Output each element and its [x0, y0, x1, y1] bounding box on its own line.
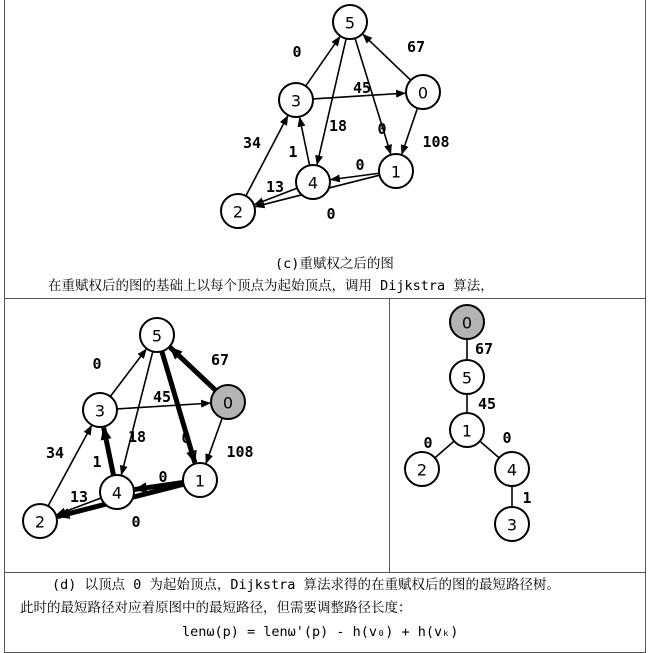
edge-c-4-3 [300, 118, 310, 166]
weight-c-5-4: 18 [328, 117, 348, 135]
tree-node-4-label: 4 [506, 460, 518, 480]
tree-weight-4-3: 1 [522, 489, 532, 507]
edge-d-0-5 [170, 347, 216, 390]
weight-c-1-4: 0 [355, 156, 365, 174]
tree-weight-1-4: 0 [502, 429, 512, 447]
tree-edge-1-2 [435, 441, 454, 458]
weight-d-1-4: 0 [158, 468, 168, 486]
weight-d-0-1: 108 [226, 443, 254, 461]
node-c-2-label: 2 [232, 202, 244, 222]
edge-c-5-4 [317, 39, 346, 165]
tree-weight-1-2: 0 [423, 434, 433, 452]
weight-c-3-0: 45 [352, 79, 372, 97]
weight-c-4-3: 1 [288, 143, 298, 161]
tree-node-2-label: 2 [416, 460, 428, 480]
weight-d-4-3: 1 [92, 453, 102, 471]
tree-node-5-label: 5 [461, 368, 473, 388]
node-c-1-label: 1 [390, 162, 402, 182]
weight-c-0-5: 67 [406, 38, 426, 56]
weight-d-4-2: 13 [69, 488, 89, 506]
weight-c-4-2: 13 [265, 178, 285, 196]
tree-weight-5-1: 45 [477, 395, 497, 413]
node-d-2-label: 2 [34, 512, 46, 532]
tree-edge-1-4 [480, 441, 499, 458]
weight-d-3-5: 0 [92, 355, 102, 373]
caption-d-line2: 此时的最短路径对应着原图中的最短路径，但需要调整路径长度： [20, 600, 412, 616]
node-d-5-label: 5 [151, 326, 163, 346]
node-d-0-label: 0 [222, 393, 234, 413]
edge-c-0-1 [402, 108, 418, 154]
weight-c-2-3: 34 [242, 134, 262, 152]
caption-c-title: (c)重赋权之后的图 [275, 256, 394, 272]
weight-d-0-5: 67 [210, 351, 230, 369]
weight-d-3-0: 45 [152, 388, 172, 406]
weight-c-1-2: 0 [326, 205, 336, 223]
edge-d-0-1 [206, 418, 222, 463]
edge-d-3-5 [110, 349, 146, 396]
weight-d-1-2: 0 [131, 513, 141, 531]
weight-d-2-3: 34 [45, 444, 65, 462]
tree-weight-0-5: 67 [474, 340, 494, 358]
node-c-3-label: 3 [290, 91, 302, 111]
node-d-1-label: 1 [194, 471, 206, 491]
node-c-0-label: 0 [417, 83, 429, 103]
node-d-3-label: 3 [94, 401, 106, 421]
edge-d-4-3 [104, 428, 114, 476]
edge-c-0-5 [363, 34, 411, 80]
weight-c-3-5: 0 [292, 43, 302, 61]
caption-formula: lenω(p) = lenω'(p) - h(v₀) + h(vₖ) [182, 624, 459, 640]
edge-d-5-4 [121, 351, 152, 474]
tree-node-3-label: 3 [506, 515, 518, 535]
tree-node-1-label: 1 [461, 421, 473, 441]
node-d-4-label: 4 [111, 483, 123, 503]
weight-c-5-1: 0 [377, 120, 387, 138]
node-c-4-label: 4 [307, 173, 319, 193]
weight-c-0-1: 108 [422, 133, 450, 151]
tree-node-0-label: 0 [461, 313, 473, 333]
caption-d-line1: (d) 以顶点 0 为起始顶点，Dijkstra 算法求得的在重赋权后的图的最短路径树。 [52, 577, 561, 593]
edge-c-3-5 [306, 37, 340, 86]
node-c-5-label: 5 [344, 13, 356, 33]
caption-c-description: 在重赋权后的图的基础上以每个顶点为起始顶点，调用 Dijkstra 算法， [48, 278, 494, 294]
weight-d-5-4: 18 [127, 428, 147, 446]
weight-d-5-1: 0 [181, 429, 191, 447]
